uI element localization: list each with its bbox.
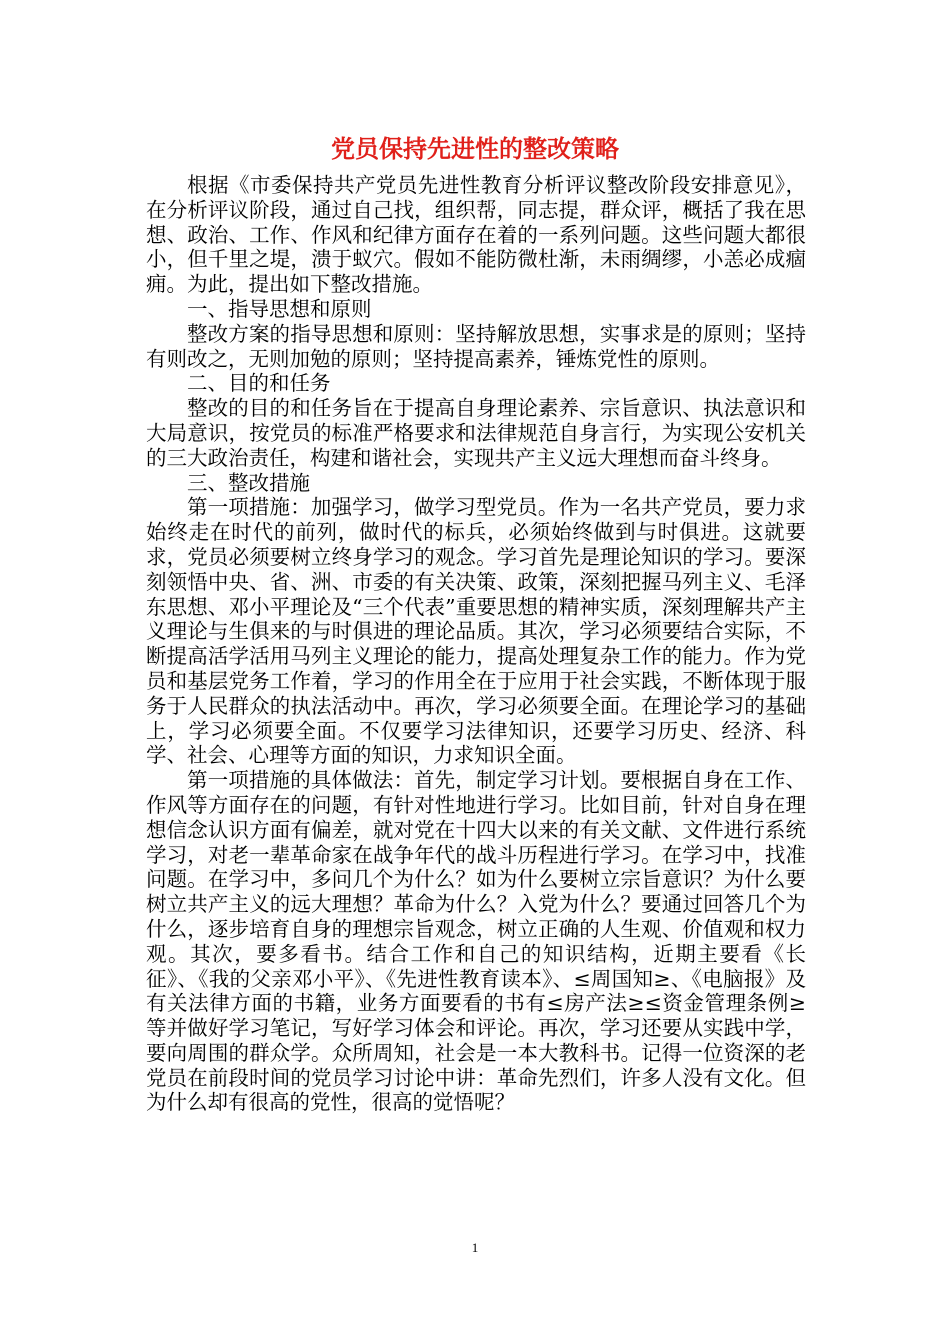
document-body: [146, 173, 806, 1115]
paragraph-measure-one-details: 第一项措施的具体做法：首先，制定学习计划。要根据自身在工作、作风等方面存在的问题，有针对性地进行学习。比如目前，针对自身在理想信念认识方面有偏差，就对党在十四大以来的有关文献、文件进行系统学习，对老一辈革命家在战争年代的战斗历程进行学习。在学习中，找准问题。在学习中，多问几个为什么？如为什么要树立宗旨意识？为什么要树立共产主义的远大理想？革命为什么？入党为什么？要通过回答几个为什么，逐步培育自身的理想宗旨观念，树立正确的人生观、价值观和权力观。其次，要多看书。结合工作和自己的知识结构，近期主要看《长征》、《我的父亲邓小平》、《先进性教育读本》、≤周国知≥、《电脑报》及有关法律方面的书籍，业务方面要看的书有≤房产法≥≤资金管理条例≥等并做好学习笔记，写好学习体会和评论。再次，学习还要从实践中学，要向周围的群众学。众所周知，社会是一本大教科书。记得一位资深的老党员在前段时间的党员学习讨论中讲：革命先烈们，许多人没有文化。但为什么却有很高的党性，很高的觉悟呢？: [146, 768, 806, 1115]
section-heading-2: 二、目的和任务: [187, 371, 331, 396]
page-number: 1: [471, 1240, 479, 1255]
paragraph-measure-one: 第一项措施：加强学习，做学习型党员。作为一名共产党员，要力求始终走在时代的前列，做时代的标兵，必须始终做到与时俱进。这就要求，党员必须要树立终身学习的观念。学习首先是理论知识的学习。要深刻领悟中央、省、洲、市委的有关决策、政策，深刻把握马列主义、毛泽东思想、邓小平理论及“三个代表”重要思想的精神实质，深刻理解共产主义理论与生俱来的与时俱进的理论品质。其次，学习必须要结合实际，不断提高活学活用马列主义理论的能力，提高处理复杂工作的能力。作为党员和基层党务工作着，学习的作用全在于应用于社会实践，不断体现于服务于人民群众的执法活动中。再次，学习必须要全面。在理论学习的基础上，学习必须要全面。不仅要学习法律知识，还要学习历史、经济、科学、社会、心理等方面的知识，力求知识全面。: [146, 495, 806, 768]
paragraph-intro: 根据《市委保持共产党员先进性教育分析评议整改阶段安排意见》，在分析评议阶段，通过自己找，组织帮，同志提，群众评，概括了我在思想、政治、工作、作风和纪律方面存在着的一系列问题。这些问题大都很小，但千里之堤，溃于蚁穴。假如不能防微杜渐，未雨绸缪，小恙必成痼痈。为此，提出如下整改措施。: [146, 173, 806, 297]
paragraph-goals: 整改的目的和任务旨在于提高自身理论素养、宗旨意识、执法意识和大局意识，按党员的标准严格要求和法律规范自身言行，为实现公安机关的三大政治责任，构建和谐社会，实现共产主义远大理想而奋斗终身。: [146, 396, 806, 470]
paragraph-principles: 整改方案的指导思想和原则：坚持解放思想，实事求是的原则；坚持有则改之，无则加勉的原则；坚持提高素养，锤炼党性的原则。: [146, 321, 806, 371]
section-heading-1: 一、指导思想和原则: [187, 296, 372, 321]
section-heading-3: 三、整改措施: [187, 470, 310, 495]
document-title: 党员保持先进性的整改策略: [331, 134, 619, 163]
